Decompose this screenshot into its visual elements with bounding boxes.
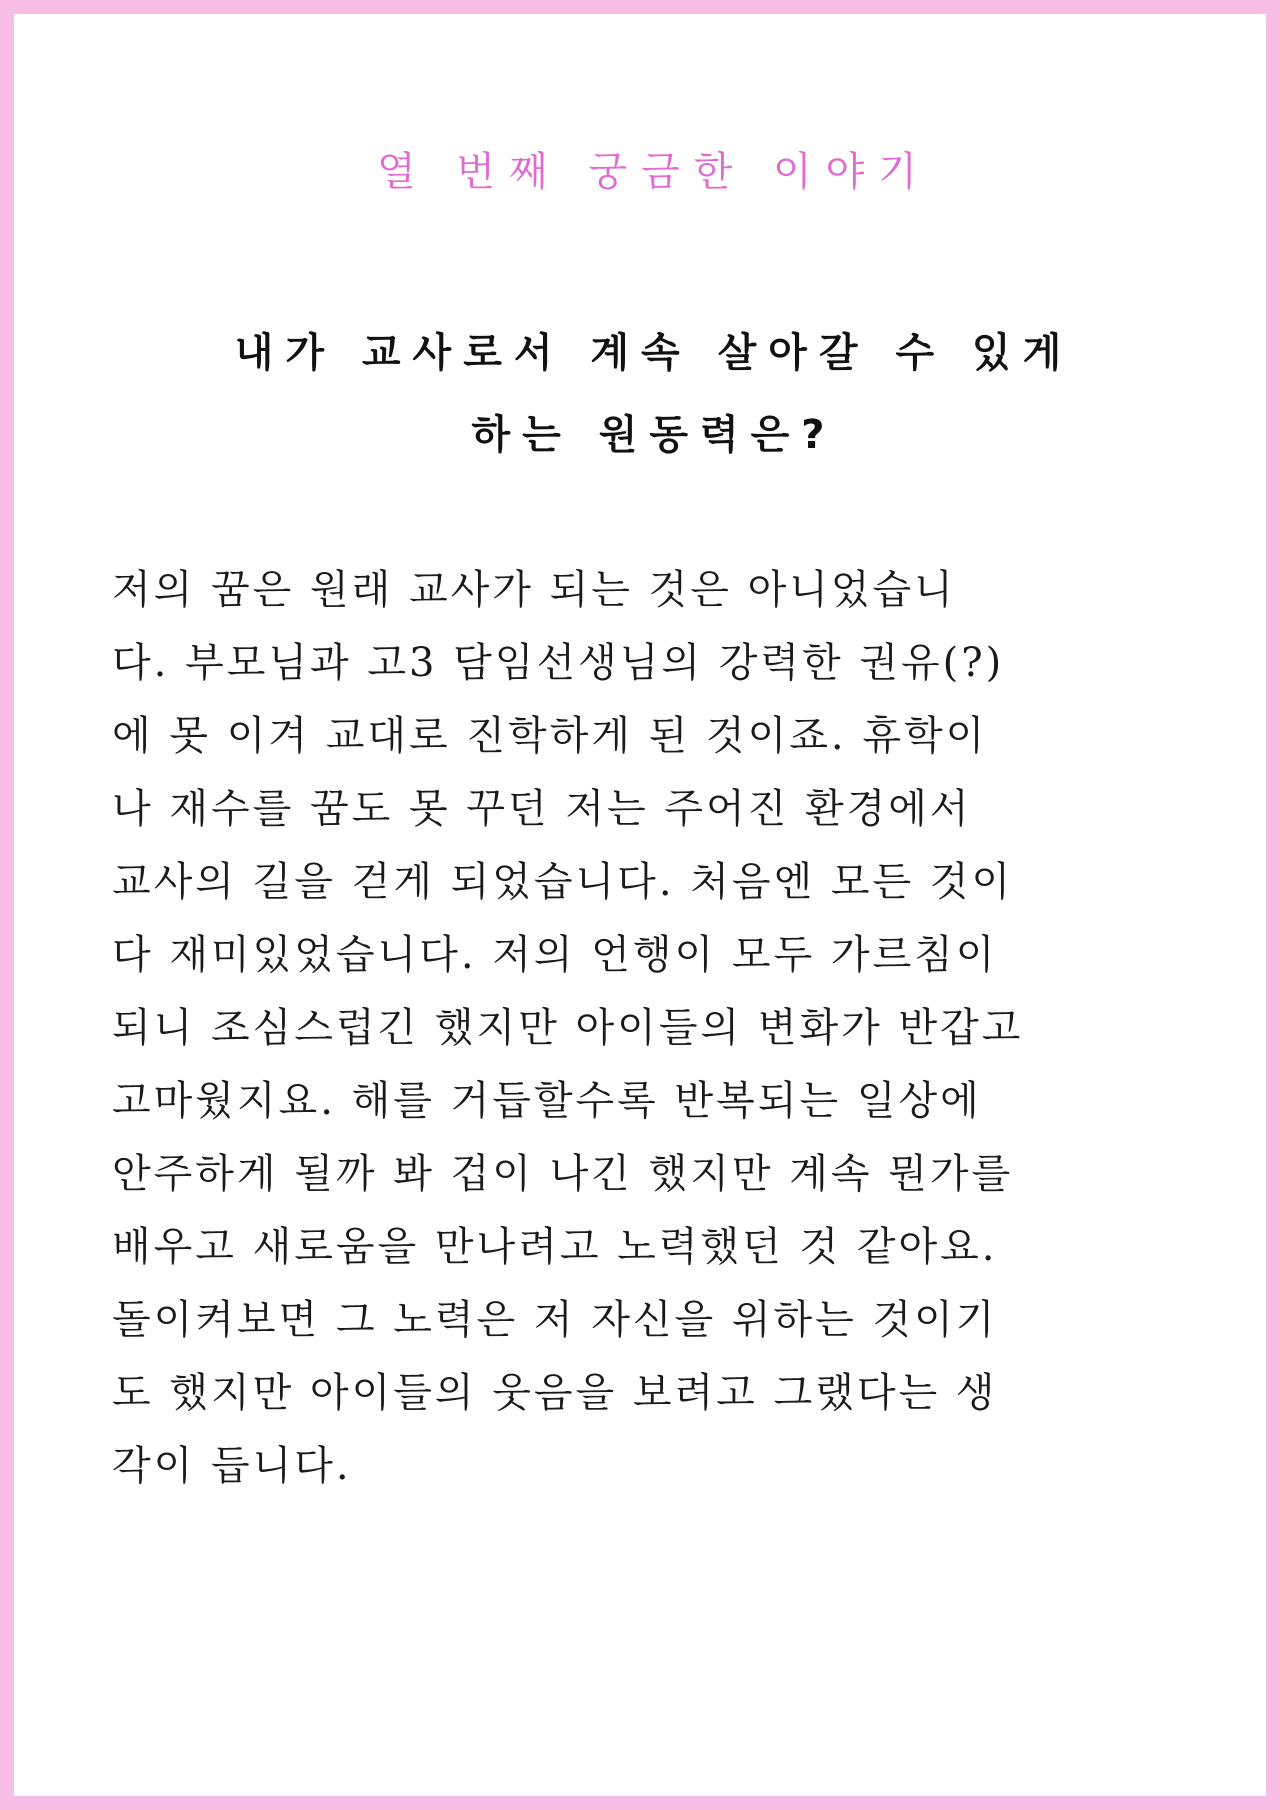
question-heading xyxy=(14,312,1280,476)
question-line: 하는 원동력은? xyxy=(471,412,837,458)
body-line: 에 못 이겨 교대로 진학하게 된 것이죠. 휴학이 xyxy=(112,713,988,759)
body-line: 다. 부모님과 고3 담임선생님의 강력한 권유(?) xyxy=(112,640,1005,686)
body-line: 교사의 길을 걷게 되었습니다. 처음엔 모든 것이 xyxy=(112,859,1014,905)
body-line: 안주하게 될까 봐 겁이 나긴 했지만 계속 뭔가를 xyxy=(112,1151,1014,1197)
body-line: 각이 듭니다. xyxy=(112,1443,352,1489)
body-paragraph xyxy=(112,554,1212,1503)
question-line: 내가 교사로서 계속 살아갈 수 있게 xyxy=(234,330,1074,376)
body-line: 고마웠지요. 해를 거듭할수록 반복되는 일상에 xyxy=(112,1078,982,1124)
body-line: 다 재미있었습니다. 저의 언행이 모두 가르침이 xyxy=(112,932,998,978)
body-line: 저의 꿈은 원래 교사가 되는 것은 아니었습니 xyxy=(112,567,956,613)
body-line: 돌이켜보면 그 노력은 저 자신을 위하는 것이기 xyxy=(112,1297,998,1343)
body-line: 나 재수를 꿈도 못 꾸던 저는 주어진 환경에서 xyxy=(112,786,972,832)
body-line: 되니 조심스럽긴 했지만 아이들의 변화가 반갑고 xyxy=(112,1005,1024,1051)
body-line: 도 했지만 아이들의 웃음을 보려고 그랬다는 생 xyxy=(112,1370,998,1416)
section-title: 열 번째 궁금한 이야기 xyxy=(377,149,931,195)
body-line: 배우고 새로움을 만나려고 노력했던 것 같아요. xyxy=(112,1224,998,1270)
